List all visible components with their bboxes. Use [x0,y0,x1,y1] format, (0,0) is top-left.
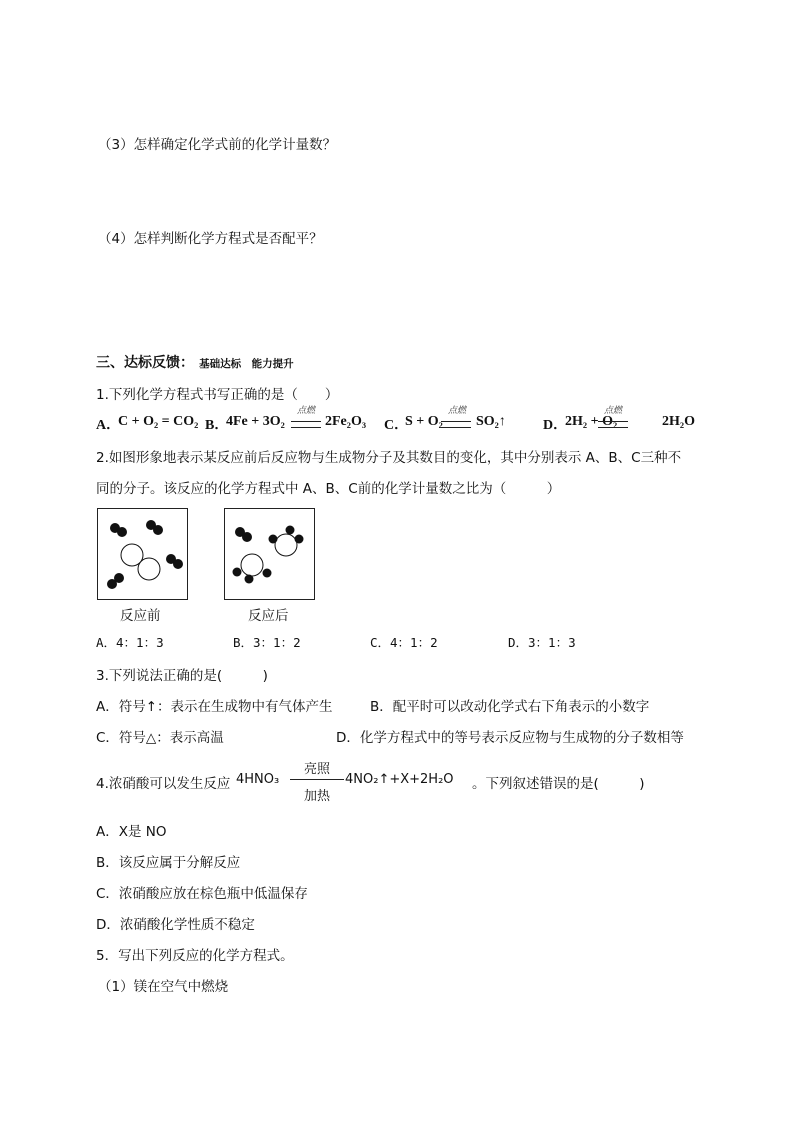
molecule-a [166,554,183,569]
item1-opt-d-equals [598,421,628,428]
item3-opt-a: A．符号↑：表示在生成物中有气体产生 [96,699,333,715]
molecule-a [235,527,252,542]
item3-stem: 3.下列说法正确的是( ) [96,668,268,684]
question-4: （4）怎样判断化学方程式是否配平？ [98,231,323,247]
item4-opt-d: D．浓硝酸化学性质不稳定 [96,917,255,933]
item2-opt-c: C．4：1：2 [370,635,438,650]
item3-opt-d: D．化学方程式中的等号表示反应物与生成物的分子数相等 [336,730,684,746]
question-3: （3）怎样确定化学式前的化学计量数？ [98,137,337,153]
molecule-c [233,554,272,584]
molecule-b [121,544,160,580]
item2-stem-line2: 同的分子。该反应的化学方程式中 A、B、C前的化学计量数之比为（ ） [96,481,561,497]
item1-opt-d-cond: 点燃 [604,406,623,416]
item1-opt-a-label: A． [96,418,121,433]
item3-opt-b: B．配平时可以改动化学式右下角表示的小数字 [370,699,650,715]
item1-opt-b-equals [291,421,321,428]
section-title: 三、达标反馈： [96,355,194,371]
item4-cond-bottom: 加热 [303,789,330,804]
item1-opt-a-eq: C + O₂ = CO₂ [118,414,199,429]
item1-opt-d-left: 2H₂ + O₂ [565,414,618,429]
item4-opt-b: B．该反应属于分解反应 [96,855,241,871]
item4-eq-right: 4NO₂↑+X+2H₂O [345,772,454,787]
item3-opt-c: C．符号△：表示高温 [96,730,224,746]
item5-stem: 5．写出下列反应的化学方程式。 [96,948,294,964]
item1-opt-c-equals [441,421,471,428]
diagram-after-molecules [225,509,314,599]
diagram-before-label: 反应前 [120,608,161,624]
diagram-after-label: 反应后 [248,608,289,624]
item4-opt-c: C．浓硝酸应放在棕色瓶中低温保存 [96,886,308,902]
molecule-a [146,520,163,535]
item4-arrow-line [290,779,344,780]
diagram-before-molecules [98,509,187,599]
item2-stem-line1: 2.如图形象地表示某反应前后反应物与生成物分子及其数目的变化，其中分别表示 A、B、C三种不 [96,450,682,466]
item1-opt-c-right: SO₂↑ [476,414,506,429]
diagram-after [224,508,315,600]
item4-opt-a: A．X是 NO [96,824,167,840]
item2-opt-a: A．4：1：3 [96,635,164,650]
item4-eq-left: 4HNO₃ [236,772,280,787]
section-subtitle: 基础达标 能力提升 [199,358,294,370]
item1-opt-c-label: C． [384,418,409,433]
item4-stem-prefix: 4.浓硝酸可以发生反应 [96,776,231,792]
item1-opt-c-left: S + O₂ [405,414,443,429]
item2-opt-b: B．3：1：2 [233,635,301,650]
item1-opt-b-left: 4Fe + 3O₂ [226,414,285,429]
item1-stem: 1.下列化学方程式书写正确的是（ ） [96,387,339,403]
item2-opt-d: D．3：1：3 [508,635,576,650]
item1-opt-b-right: 2Fe₂O₃ [325,414,367,429]
molecule-a [107,573,124,589]
section-heading [96,352,294,372]
item1-opt-d-right: 2H₂O [662,414,695,429]
item5-sub1: （1）镁在空气中燃烧 [98,979,229,995]
item4-cond-top: 亮照 [303,762,330,777]
item1-opt-d-label: D． [543,418,568,433]
molecule-a [110,523,127,537]
item4-stem-suffix: 。下列叙述错误的是( ) [472,776,645,792]
item1-opt-c-cond: 点燃 [448,406,467,416]
item1-opt-b-label: B． [205,418,229,433]
item1-opt-b-cond: 点燃 [297,406,316,416]
molecule-c [269,526,304,557]
diagram-before [97,508,188,600]
